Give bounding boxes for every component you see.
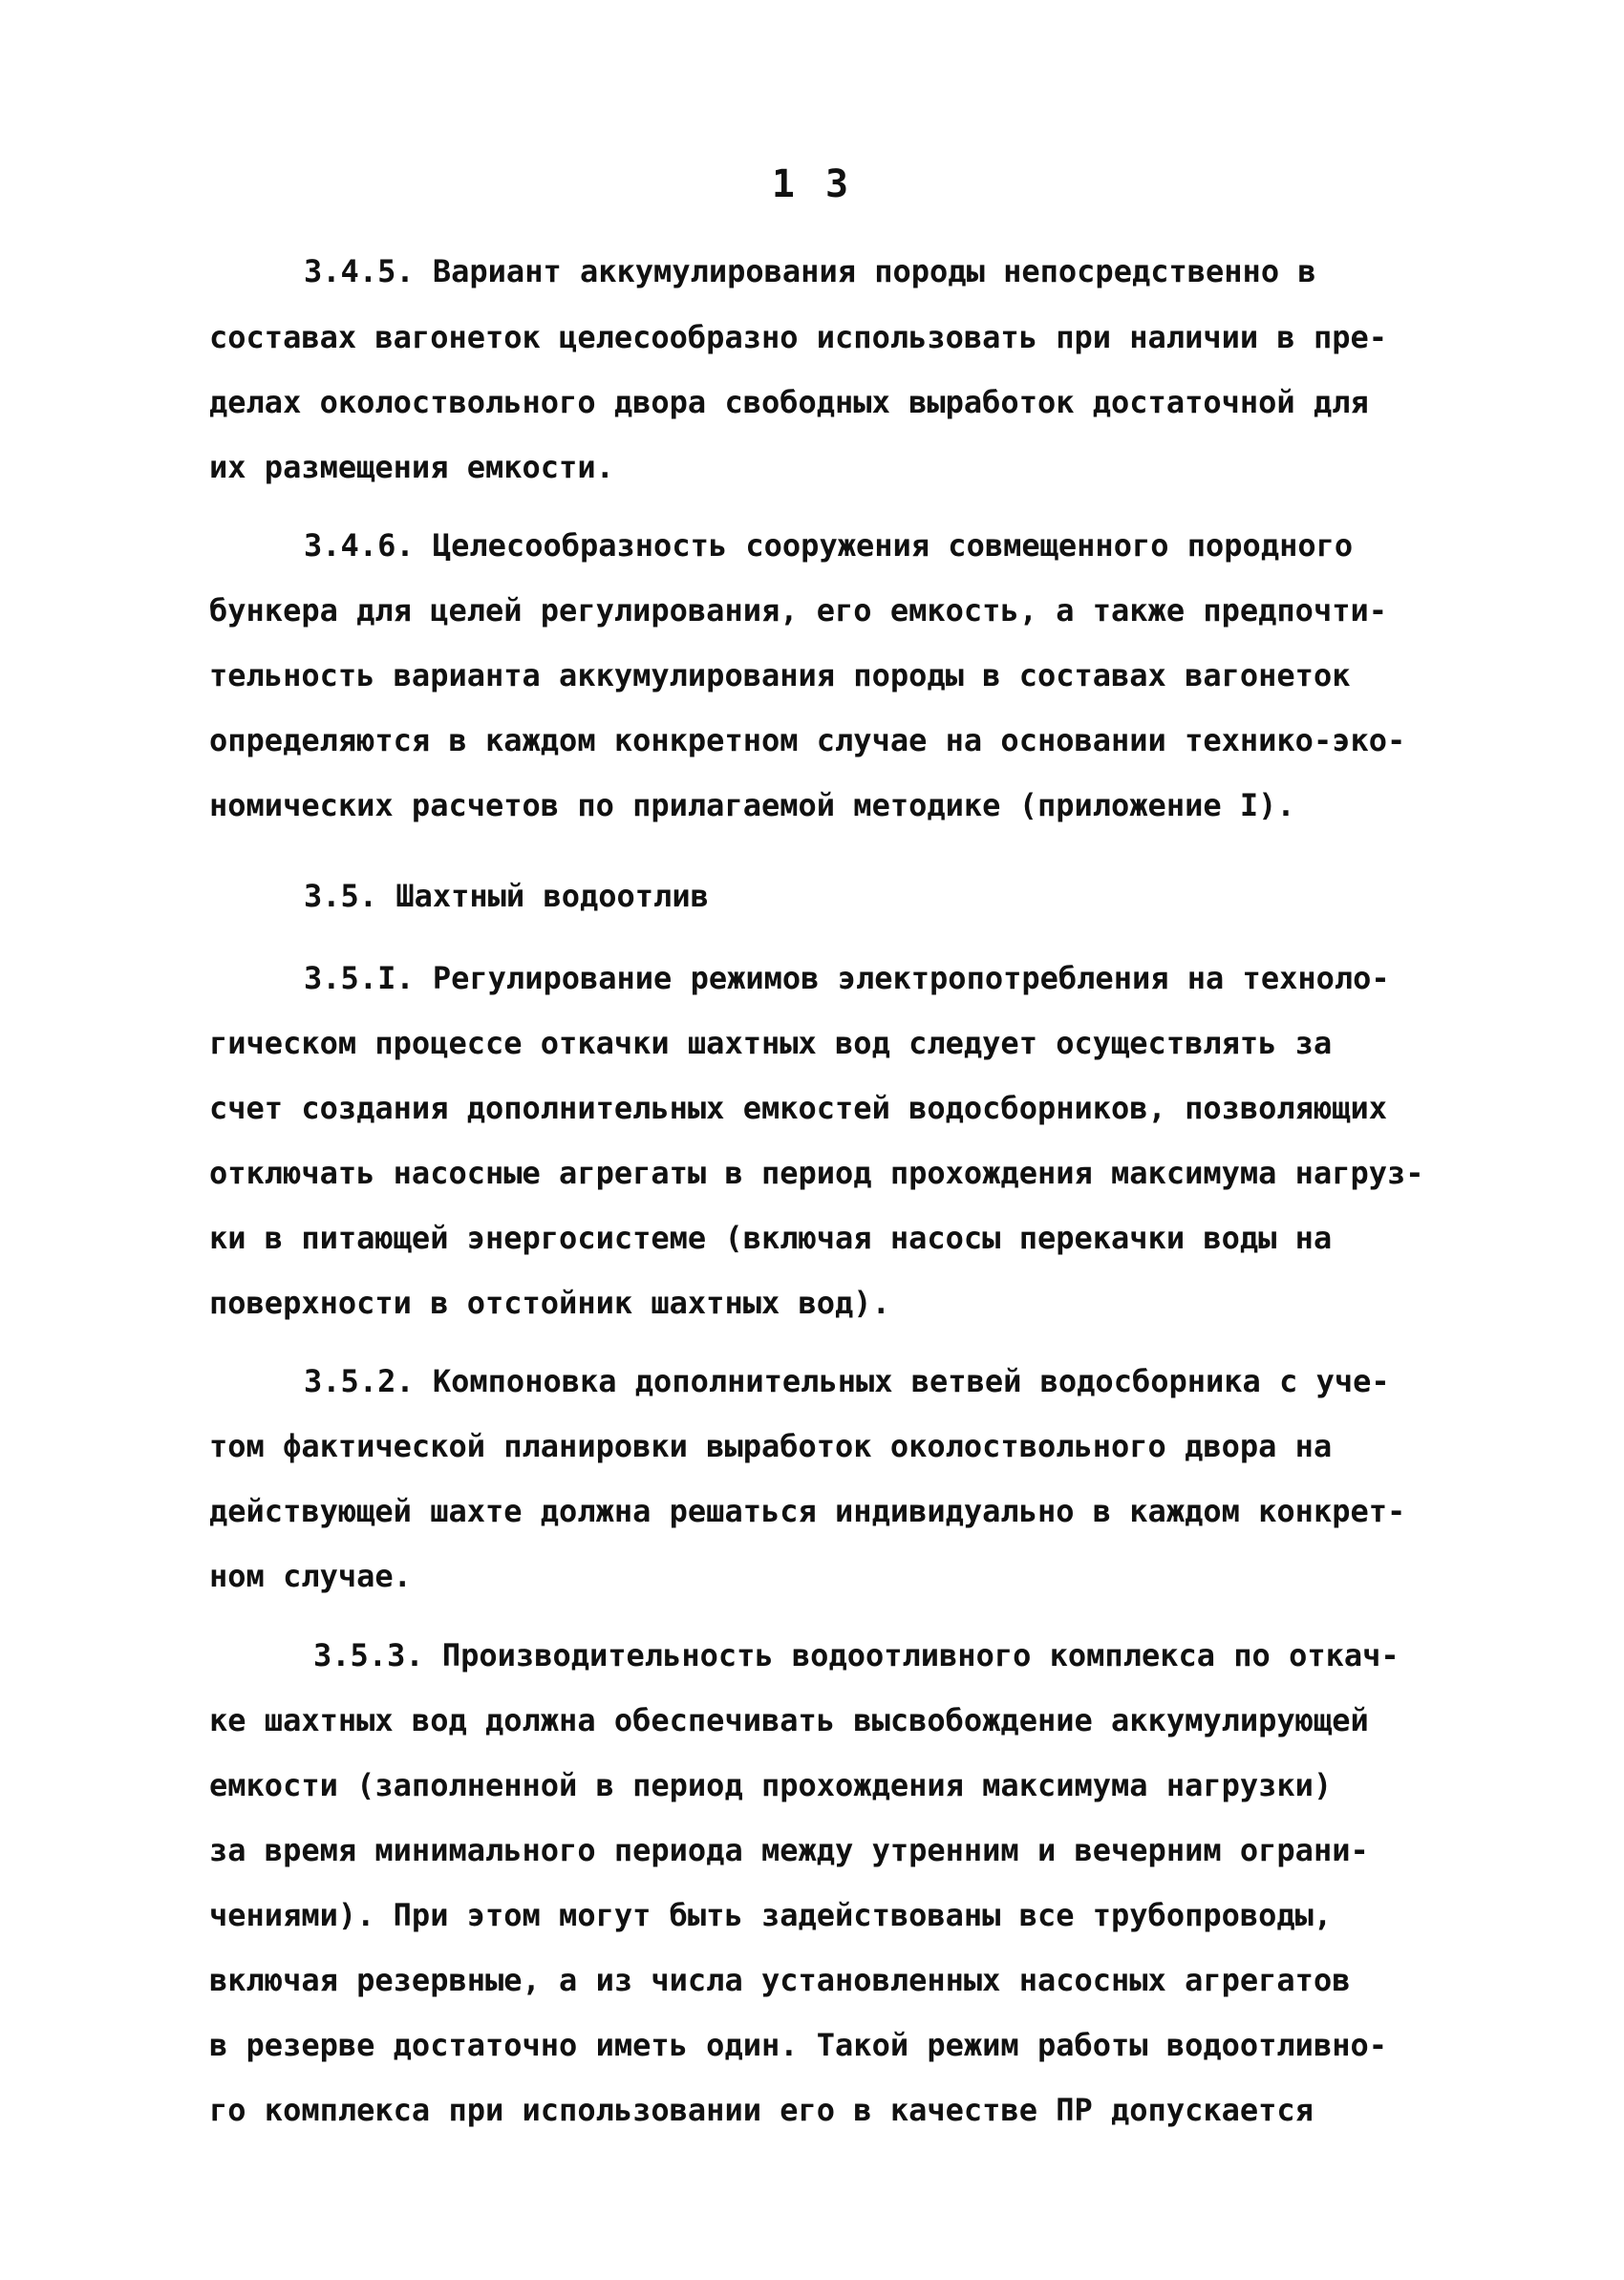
paragraph-3-5-3-line-2: ке шахтных вод должна обеспечивать высвобождение аккумулирующей <box>209 1702 1369 1738</box>
paragraph-3-4-6-line-5: номических расчетов по прилагаемой методике (приложение I). <box>209 787 1295 823</box>
paragraph-3-4-5-line-3: делах околоствольного двора свободных выработок достаточной для <box>209 384 1369 420</box>
paragraph-3-4-5-line-4: их размещения емкости. <box>209 449 614 485</box>
paragraph-3-5-1-line-5: ки в питающей энергосистеме (включая насосы перекачки воды на <box>209 1220 1333 1256</box>
paragraph-3-5-2-line-1: 3.5.2. Компоновка дополнительных ветвей водосборника с уче- <box>304 1363 1390 1399</box>
paragraph-3-5-1-line-6: поверхности в отстойник шахтных вод). <box>209 1285 890 1321</box>
paragraph-3-5-3-line-3: емкости (заполненной в период прохождения максимума нагрузки) <box>209 1767 1333 1803</box>
paragraph-3-5-1-line-2: гическом процессе откачки шахтных вод следует осуществлять за <box>209 1025 1333 1061</box>
paragraph-3-4-6-line-4: определяются в каждом конкретном случае на основании технико-эко- <box>209 722 1406 758</box>
paragraph-3-5-2-line-3: действующей шахте должна решаться индивидуально в каждом конкрет- <box>209 1493 1406 1529</box>
paragraph-3-5-3-line-5: чениями). При этом могут быть задействованы все трубопроводы, <box>209 1897 1333 1933</box>
paragraph-3-5-3-line-1: 3.5.3. Производительность водоотливного комплекса по откач- <box>313 1637 1400 1673</box>
paragraph-3-5-3-line-7: в резерве достаточно иметь один. Такой режим работы водоотливно- <box>209 2027 1387 2063</box>
page-number: 1 3 <box>771 162 853 206</box>
paragraph-3-4-5-line-2: составах вагонеток целесообразно использовать при наличии в пре- <box>209 319 1387 355</box>
section-heading-3-5: 3.5. Шахтный водоотлив <box>304 878 709 914</box>
paragraph-3-5-1-line-1: 3.5.I. Регулирование режимов электропотребления на технолo- <box>304 960 1390 996</box>
paragraph-3-5-3-line-6: включая резервные, а из числа установленных насосных агрегатов <box>209 1962 1351 1998</box>
paragraph-3-5-1-line-4: отключать насосные агрегаты в период прохождения максимума нагруз- <box>209 1155 1424 1191</box>
paragraph-3-5-3-line-8: го комплекса при использовании его в качестве ПР допускается <box>209 2092 1314 2128</box>
paragraph-3-5-1-line-3: счет создания дополнительных емкостей водосборников, позволяющих <box>209 1090 1387 1126</box>
paragraph-3-4-5-line-1: 3.4.5. Вариант аккумулирования породы непосредственно в <box>304 253 1316 289</box>
paragraph-3-4-6-line-1: 3.4.6. Целесообразность сооружения совмещенного породного <box>304 527 1354 564</box>
paragraph-3-5-2-line-2: том фактической планировки выработок околоствольного двора на <box>209 1428 1333 1464</box>
paragraph-3-5-2-line-4: ном случае. <box>209 1558 412 1594</box>
paragraph-3-4-6-line-2: бункера для целей регулирования, его емкость, а также предпочти- <box>209 592 1387 629</box>
paragraph-3-5-3-line-4: за время минимального периода между утренним и вечерним ограни- <box>209 1832 1369 1868</box>
paragraph-3-4-6-line-3: тельность варианта аккумулирования породы в составах вагонеток <box>209 657 1351 693</box>
